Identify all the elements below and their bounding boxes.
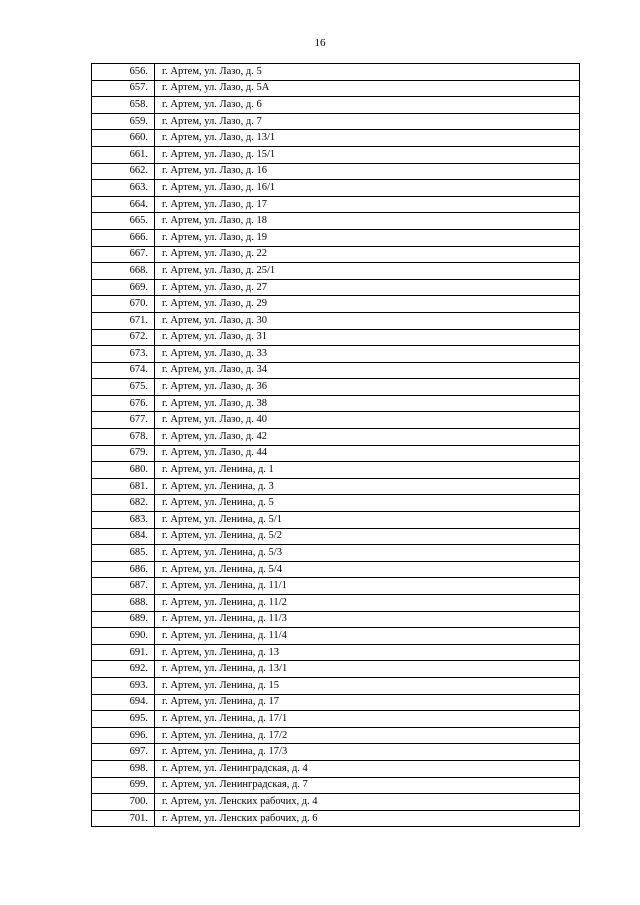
table-row <box>92 246 580 263</box>
row-address: г. Артем, ул. Ленина, д. 17/2 <box>155 727 580 744</box>
row-number: 657. <box>92 80 155 97</box>
row-number: 662. <box>92 163 155 180</box>
row-number: 699. <box>92 777 155 794</box>
row-number: 695. <box>92 711 155 728</box>
row-address: г. Артем, ул. Ленина, д. 13/1 <box>155 661 580 678</box>
row-address: г. Артем, ул. Лазо, д. 13/1 <box>155 130 580 147</box>
row-number: 676. <box>92 395 155 412</box>
row-number: 696. <box>92 727 155 744</box>
table-row <box>92 64 580 81</box>
table-row <box>92 362 580 379</box>
row-address: г. Артем, ул. Ленина, д. 11/3 <box>155 611 580 628</box>
row-address: г. Артем, ул. Лазо, д. 7 <box>155 113 580 130</box>
table-row <box>92 528 580 545</box>
row-address: г. Артем, ул. Ленина, д. 5/2 <box>155 528 580 545</box>
row-number: 697. <box>92 744 155 761</box>
row-address: г. Артем, ул. Лазо, д. 38 <box>155 395 580 412</box>
table-row <box>92 661 580 678</box>
table-row <box>92 495 580 512</box>
table-row <box>92 346 580 363</box>
row-number: 689. <box>92 611 155 628</box>
row-address: г. Артем, ул. Лазо, д. 30 <box>155 312 580 329</box>
table-row <box>92 561 580 578</box>
row-address: г. Артем, ул. Лазо, д. 16 <box>155 163 580 180</box>
row-address: г. Артем, ул. Лазо, д. 19 <box>155 229 580 246</box>
table-row <box>92 545 580 562</box>
row-number: 670. <box>92 296 155 313</box>
table-row <box>92 180 580 197</box>
table-row <box>92 694 580 711</box>
row-address: г. Артем, ул. Ленинградская, д. 4 <box>155 760 580 777</box>
table-row <box>92 794 580 811</box>
row-address: г. Артем, ул. Лазо, д. 22 <box>155 246 580 263</box>
row-address: г. Артем, ул. Ленина, д. 1 <box>155 462 580 479</box>
table-row <box>92 727 580 744</box>
row-number: 684. <box>92 528 155 545</box>
table-row <box>92 163 580 180</box>
row-address: г. Артем, ул. Ленина, д. 11/4 <box>155 628 580 645</box>
table-row <box>92 611 580 628</box>
row-number: 663. <box>92 180 155 197</box>
table-row <box>92 578 580 595</box>
table-row <box>92 760 580 777</box>
row-address: г. Артем, ул. Лазо, д. 31 <box>155 329 580 346</box>
row-address: г. Артем, ул. Лазо, д. 40 <box>155 412 580 429</box>
table-row <box>92 213 580 230</box>
row-number: 669. <box>92 279 155 296</box>
row-address: г. Артем, ул. Ленина, д. 5/3 <box>155 545 580 562</box>
row-address: г. Артем, ул. Ленина, д. 17/1 <box>155 711 580 728</box>
row-number: 668. <box>92 263 155 280</box>
table-row <box>92 677 580 694</box>
row-number: 700. <box>92 794 155 811</box>
table-row <box>92 429 580 446</box>
row-number: 690. <box>92 628 155 645</box>
row-address: г. Артем, ул. Лазо, д. 15/1 <box>155 146 580 163</box>
table-row <box>92 777 580 794</box>
table-row <box>92 478 580 495</box>
row-number: 682. <box>92 495 155 512</box>
table-row <box>92 80 580 97</box>
row-number: 680. <box>92 462 155 479</box>
row-address: г. Артем, ул. Лазо, д. 27 <box>155 279 580 296</box>
row-address: г. Артем, ул. Лазо, д. 25/1 <box>155 263 580 280</box>
row-number: 656. <box>92 64 155 81</box>
row-number: 672. <box>92 329 155 346</box>
row-number: 694. <box>92 694 155 711</box>
row-number: 679. <box>92 445 155 462</box>
table-row <box>92 595 580 612</box>
table-row <box>92 628 580 645</box>
table-row <box>92 744 580 761</box>
address-table <box>91 63 580 827</box>
row-number: 659. <box>92 113 155 130</box>
row-address: г. Артем, ул. Лазо, д. 29 <box>155 296 580 313</box>
table-row <box>92 97 580 114</box>
row-address: г. Артем, ул. Ленина, д. 17 <box>155 694 580 711</box>
row-number: 681. <box>92 478 155 495</box>
row-address: г. Артем, ул. Ленина, д. 15 <box>155 677 580 694</box>
row-number: 673. <box>92 346 155 363</box>
row-address: г. Артем, ул. Ленина, д. 17/3 <box>155 744 580 761</box>
table-row <box>92 113 580 130</box>
table-row <box>92 329 580 346</box>
row-address: г. Артем, ул. Ленина, д. 11/1 <box>155 578 580 595</box>
row-address: г. Артем, ул. Лазо, д. 5 <box>155 64 580 81</box>
row-address: г. Артем, ул. Ленина, д. 5/4 <box>155 561 580 578</box>
row-number: 665. <box>92 213 155 230</box>
row-address: г. Артем, ул. Лазо, д. 34 <box>155 362 580 379</box>
row-address: г. Артем, ул. Лазо, д. 33 <box>155 346 580 363</box>
table-row <box>92 711 580 728</box>
row-number: 685. <box>92 545 155 562</box>
row-address: г. Артем, ул. Ленина, д. 3 <box>155 478 580 495</box>
row-address: г. Артем, ул. Ленинградская, д. 7 <box>155 777 580 794</box>
row-address: г. Артем, ул. Ленских рабочих, д. 4 <box>155 794 580 811</box>
row-number: 675. <box>92 379 155 396</box>
row-number: 683. <box>92 512 155 529</box>
table-row <box>92 462 580 479</box>
row-address: г. Артем, ул. Лазо, д. 18 <box>155 213 580 230</box>
row-number: 693. <box>92 677 155 694</box>
table-row <box>92 445 580 462</box>
row-number: 678. <box>92 429 155 446</box>
table-row <box>92 395 580 412</box>
row-number: 686. <box>92 561 155 578</box>
row-number: 666. <box>92 229 155 246</box>
row-number: 658. <box>92 97 155 114</box>
row-number: 688. <box>92 595 155 612</box>
table-row <box>92 379 580 396</box>
row-number: 664. <box>92 196 155 213</box>
row-address: г. Артем, ул. Лазо, д. 42 <box>155 429 580 446</box>
row-address: г. Артем, ул. Ленина, д. 13 <box>155 644 580 661</box>
row-address: г. Артем, ул. Ленских рабочих, д. 6 <box>155 810 580 827</box>
row-number: 687. <box>92 578 155 595</box>
row-address: г. Артем, ул. Лазо, д. 44 <box>155 445 580 462</box>
row-address: г. Артем, ул. Ленина, д. 11/2 <box>155 595 580 612</box>
table-row <box>92 412 580 429</box>
row-number: 674. <box>92 362 155 379</box>
row-number: 671. <box>92 312 155 329</box>
table-row <box>92 810 580 827</box>
row-number: 660. <box>92 130 155 147</box>
row-number: 667. <box>92 246 155 263</box>
row-number: 661. <box>92 146 155 163</box>
row-address: г. Артем, ул. Ленина, д. 5 <box>155 495 580 512</box>
row-address: г. Артем, ул. Лазо, д. 6 <box>155 97 580 114</box>
table-row <box>92 263 580 280</box>
row-number: 692. <box>92 661 155 678</box>
address-table-body <box>92 64 580 827</box>
table-row <box>92 644 580 661</box>
row-number: 691. <box>92 644 155 661</box>
row-address: г. Артем, ул. Лазо, д. 17 <box>155 196 580 213</box>
table-row <box>92 229 580 246</box>
table-row <box>92 196 580 213</box>
row-address: г. Артем, ул. Лазо, д. 36 <box>155 379 580 396</box>
table-row <box>92 279 580 296</box>
table-row <box>92 312 580 329</box>
table-row <box>92 146 580 163</box>
row-address: г. Артем, ул. Лазо, д. 16/1 <box>155 180 580 197</box>
row-number: 677. <box>92 412 155 429</box>
row-address: г. Артем, ул. Лазо, д. 5А <box>155 80 580 97</box>
row-number: 701. <box>92 810 155 827</box>
row-address: г. Артем, ул. Ленина, д. 5/1 <box>155 512 580 529</box>
table-row <box>92 130 580 147</box>
table-row <box>92 296 580 313</box>
row-number: 698. <box>92 760 155 777</box>
table-row <box>92 512 580 529</box>
page-number: 16 <box>314 37 326 49</box>
